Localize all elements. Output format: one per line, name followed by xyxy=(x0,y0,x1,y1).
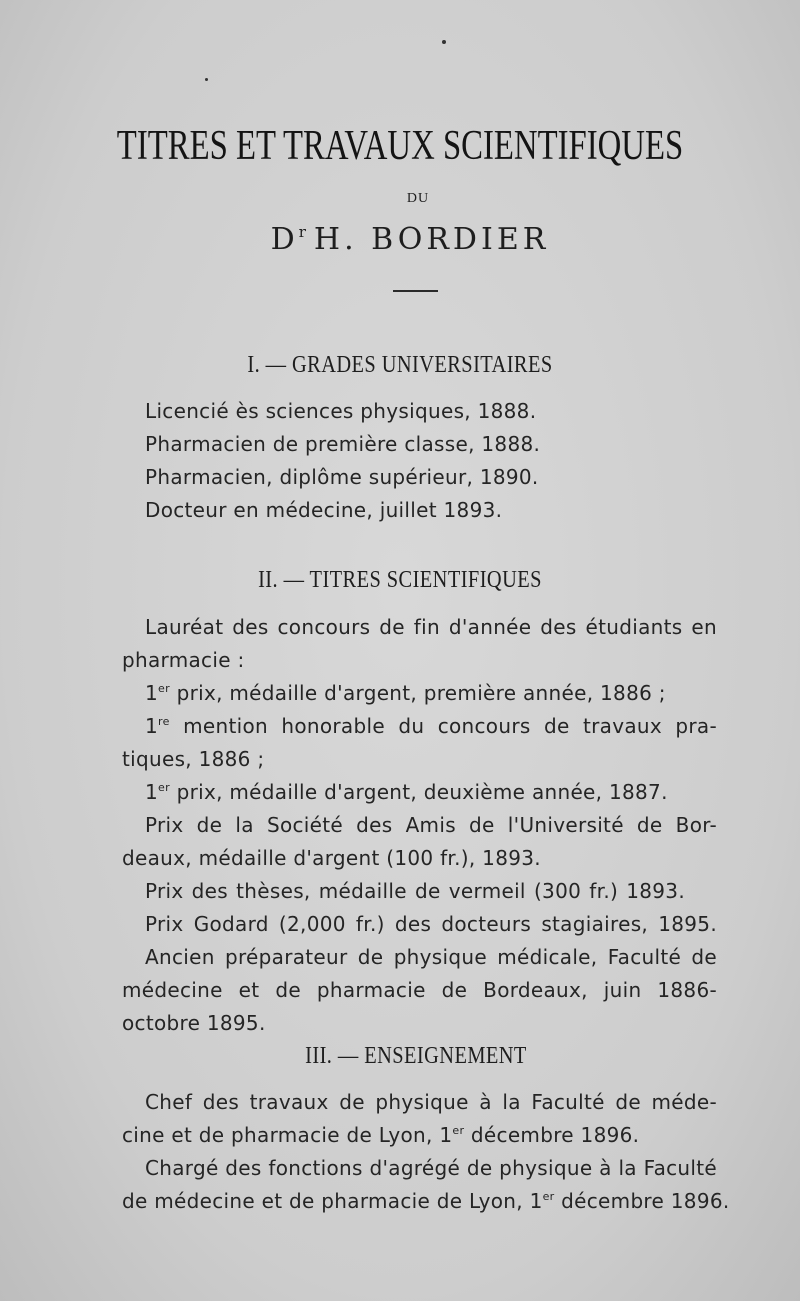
line-text: prix, médaille d'argent, première année, 1886 ; xyxy=(169,681,666,705)
ordinal-number: 1 xyxy=(145,780,159,804)
title-connector: DU xyxy=(406,191,430,206)
section-line: Chef des travaux de physique à la Faculté de méde- xyxy=(145,1090,717,1114)
ink-speck xyxy=(442,40,446,44)
title-divider xyxy=(393,290,438,292)
section-line: Ancien préparateur de physique médicale, Faculté de xyxy=(145,945,717,969)
section-line: Docteur en médecine, juillet 1893. xyxy=(145,498,503,522)
section-line xyxy=(122,1189,730,1213)
section-line: médecine et de pharmacie de Bordeaux, juin 1886- xyxy=(122,978,717,1002)
section-line xyxy=(122,1123,639,1147)
section-line: Pharmacien de première classe, 1888. xyxy=(145,432,541,456)
ordinal-suffix: er xyxy=(542,1190,555,1203)
section-line: Prix Godard (2,000 fr.) des docteurs stagiaires, 1895. xyxy=(145,912,717,936)
section-line: deaux, médaille d'argent (100 fr.), 1893. xyxy=(122,846,541,870)
line-text: mention honorable du concours de travaux pra- xyxy=(169,714,717,738)
line-text: prix, médaille d'argent, deuxième année, 1887. xyxy=(169,780,668,804)
section-line: pharmacie : xyxy=(122,648,245,672)
section-heading-enseignement: III. — ENSEIGNEMENT xyxy=(305,1043,527,1069)
ordinal-number: 1 xyxy=(439,1123,453,1147)
ordinal-suffix: re xyxy=(158,715,170,728)
line-text: cine et de pharmacie de Lyon, xyxy=(122,1123,440,1147)
section-heading-grades: I. — GRADES UNIVERSITAIRES xyxy=(247,352,553,378)
ordinal-number: 1 xyxy=(145,714,159,738)
section-line xyxy=(145,714,717,738)
author-prefix-superscript: r xyxy=(298,223,306,241)
section-line xyxy=(145,780,668,804)
section-line: Licencié ès sciences physiques, 1888. xyxy=(145,399,537,423)
author-name xyxy=(0,222,800,257)
section-line: octobre 1895. xyxy=(122,1011,266,1035)
line-text: de médecine et de pharmacie de Lyon, xyxy=(122,1189,530,1213)
line-text-after: décembre 1896. xyxy=(464,1123,640,1147)
section-line: Prix des thèses, médaille de vermeil (300 fr.) 1893. xyxy=(145,879,685,903)
ordinal-suffix: er xyxy=(452,1124,465,1137)
ordinal-suffix: er xyxy=(158,781,170,794)
section-line: Pharmacien, diplôme supérieur, 1890. xyxy=(145,465,539,489)
section-line xyxy=(145,681,666,705)
author-name-text: H. BORDIER xyxy=(313,222,550,257)
ink-speck xyxy=(205,78,208,81)
section-heading-titres: II. — TITRES SCIENTIFIQUES xyxy=(258,567,542,593)
section-line: Chargé des fonctions d'agrégé de physique à la Faculté xyxy=(145,1156,717,1180)
ordinal-number: 1 xyxy=(529,1189,543,1213)
section-line: Lauréat des concours de fin d'année des étudiants en xyxy=(145,615,717,639)
ordinal-suffix: er xyxy=(158,682,170,695)
section-line: Prix de la Société des Amis de l'Université de Bor- xyxy=(145,813,717,837)
section-line: tiques, 1886 ; xyxy=(122,747,265,771)
author-prefix: D xyxy=(270,222,299,257)
ordinal-number: 1 xyxy=(145,681,159,705)
document-title: TITRES ET TRAVAUX SCIENTIFIQUES xyxy=(116,123,684,169)
line-text-after: décembre 1896. xyxy=(554,1189,730,1213)
